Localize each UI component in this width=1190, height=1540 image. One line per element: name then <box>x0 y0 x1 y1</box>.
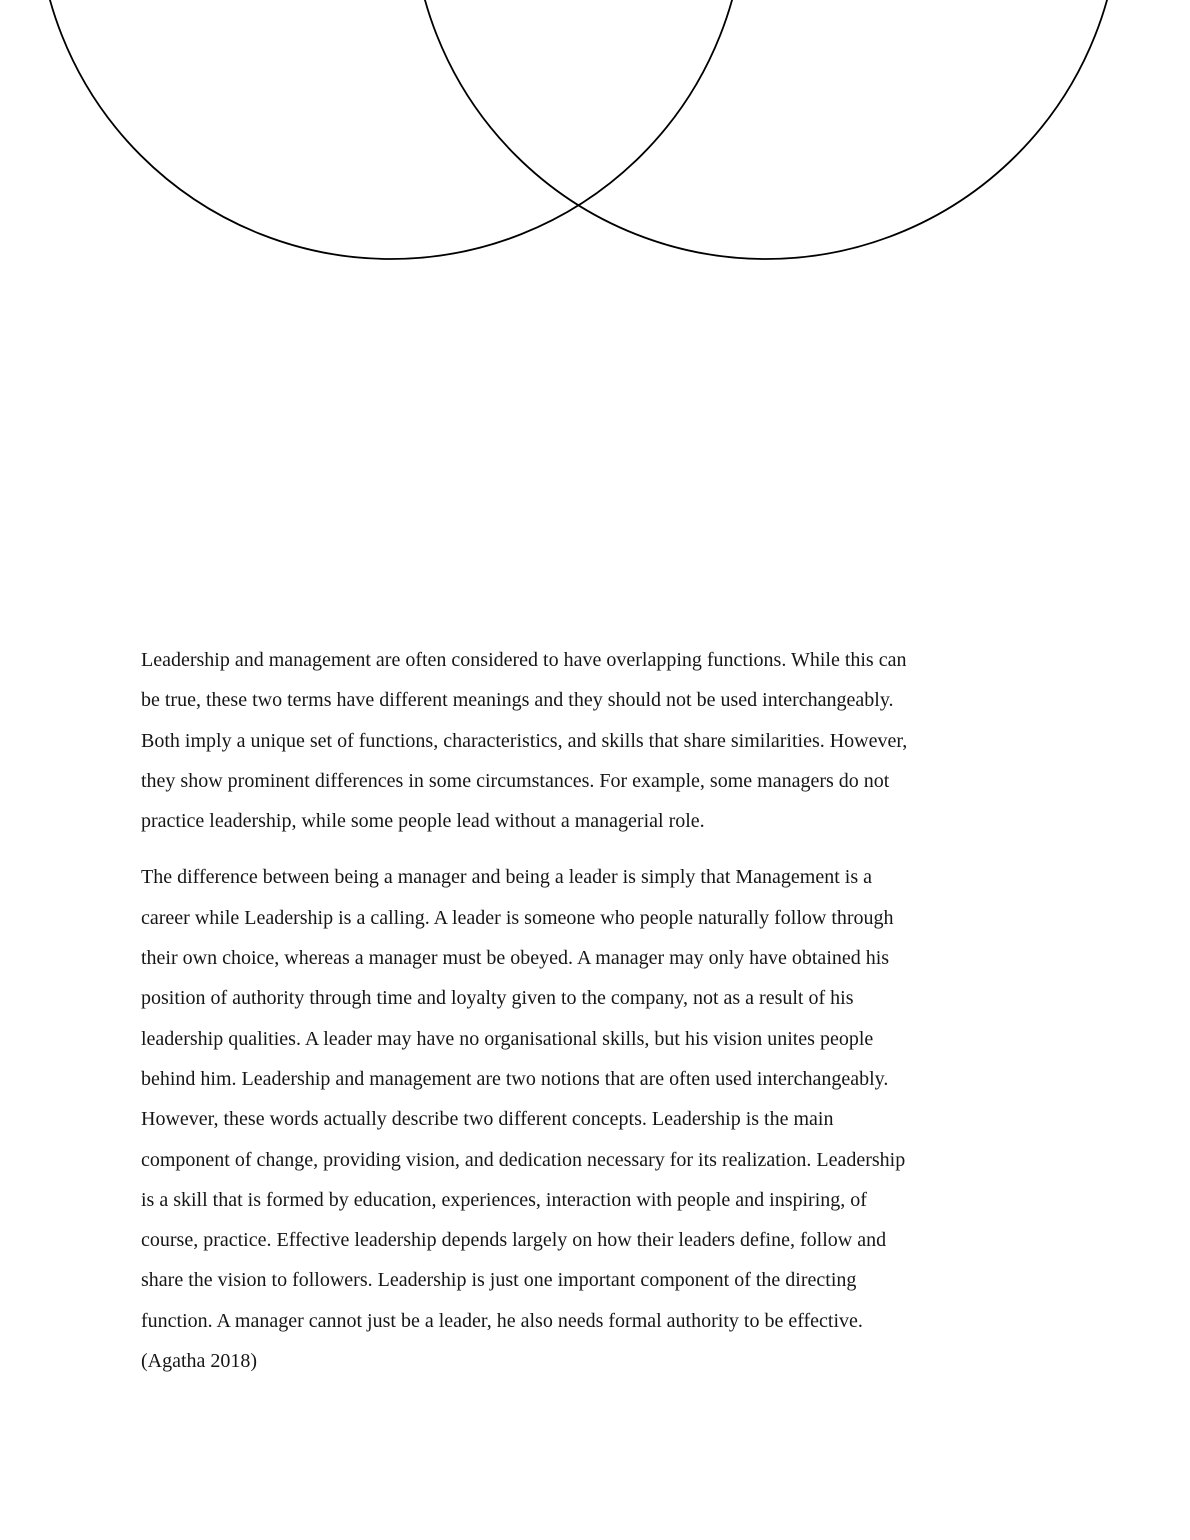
text-line: practice leadership, while some people lead without a managerial role. <box>141 810 705 833</box>
text-line: course, practice. Effective leadership depends largely on how their leaders define, follow and <box>141 1229 887 1252</box>
venn-diagram <box>0 0 1190 290</box>
paragraph <box>141 640 1041 841</box>
paragraph <box>141 857 1041 1381</box>
text-line: they show prominent differences in some circumstances. For example, some managers do not <box>141 769 890 792</box>
text-line: However, these words actually describe two different concepts. Leadership is the main <box>141 1108 834 1131</box>
text-line: (Agatha 2018) <box>141 1350 258 1373</box>
text-block <box>141 640 1041 1397</box>
text-line: Leadership and management are often considered to have overlapping functions. While this can <box>141 649 907 671</box>
text-line: Both imply a unique set of functions, characteristics, and skills that share similarities. However, <box>141 729 908 752</box>
text-line: share the vision to followers. Leadership is just one important component of the directing <box>141 1269 857 1292</box>
text-line: their own choice, whereas a manager must be obeyed. A manager may only have obtained his <box>141 947 890 970</box>
text-line: career while Leadership is a calling. A leader is someone who people naturally follow through <box>141 906 894 929</box>
text-line: behind him. Leadership and management are two notions that are often used interchangeably. <box>141 1067 889 1090</box>
text-line: position of authority through time and loyalty given to the company, not as a result of his <box>141 987 854 1010</box>
text-line: component of change, providing vision, and dedication necessary for its realization. Leadership <box>141 1148 906 1171</box>
text-line: function. A manager cannot just be a leader, he also needs formal authority to be effective. <box>141 1309 863 1332</box>
venn-circle-left <box>37 0 745 259</box>
text-line: leadership qualities. A leader may have no organisational skills, but his vision unites people <box>141 1027 874 1050</box>
text-line: be true, these two terms have different meanings and they should not be used interchangeably. <box>141 689 894 712</box>
text-line: is a skill that is formed by education, experiences, interaction with people and inspiring, of <box>141 1188 867 1211</box>
venn-circle-right <box>412 0 1120 259</box>
text-line: The difference between being a manager and being a leader is simply that Management is a <box>141 866 873 889</box>
